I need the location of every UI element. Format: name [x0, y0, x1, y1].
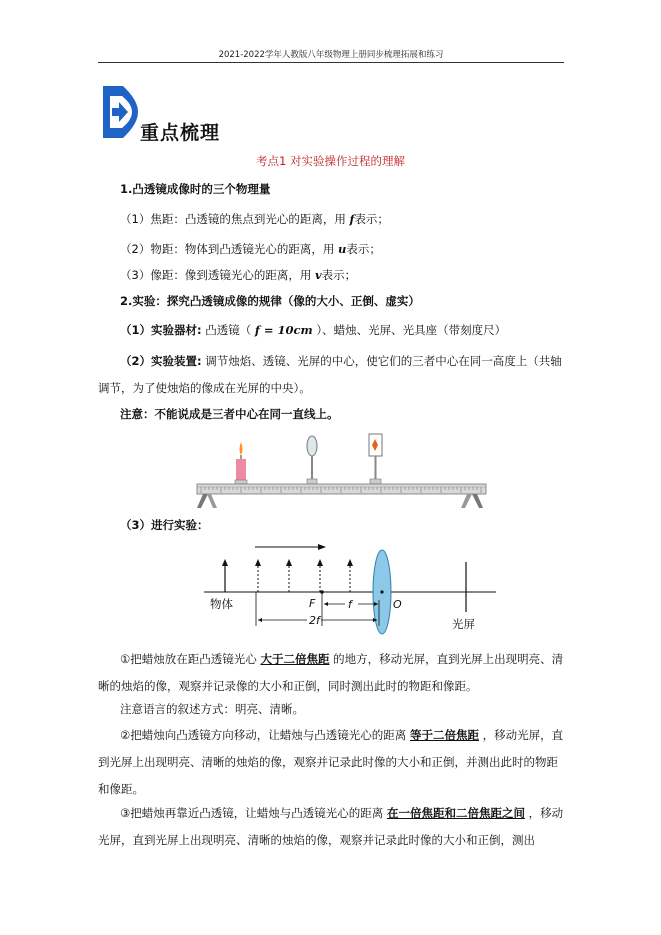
page-header: 2021-2022学年人教版八年级物理上册同步梳理拓展和练习	[218, 50, 444, 60]
topic-title: 考点1 对实验操作过程的理解	[256, 154, 405, 168]
section-title: 重点梳理	[140, 122, 221, 144]
step1-paragraph: ①把蜡烛放在距凸透镜光心 大于二倍焦距 的地方，移动光屏，直到光屏上出现明亮、清晰的烛焰的像，观察并记录像的大小和正倒，同时测出此时的物距和像距。	[98, 652, 564, 693]
header-divider	[98, 62, 564, 63]
step2-paragraph: ②把蜡烛向凸透镜方向移动，让蜡烛与凸透镜光心的距离 等于二倍焦距 ，移动光屏，直到光屏上出现明亮、清晰的烛焰的像，观察并记录此时像的大小和正倒，并测出此时的物距和像距。	[98, 728, 564, 796]
item-image-distance: （3）像距：像到透镜光心的距离，用 v表示；	[120, 268, 357, 282]
arrow-right-icon	[101, 86, 139, 138]
item-focal-length: （1）焦距：凸透镜的焦点到光心的距离，用 f表示；	[120, 212, 389, 226]
object-label: 物体	[210, 597, 233, 611]
item-object-distance: （2）物距：物体到凸透镜光心的距离，用 u表示；	[120, 242, 381, 256]
double-focal-label: 2f	[309, 614, 320, 627]
lens-diagram	[200, 540, 500, 640]
equipment-line: （1）实验器材: 凸透镜（ f = 10cm ）、蜡烛、光屏、光具座（带刻度尺）	[120, 323, 507, 337]
focal-point-label: F	[309, 597, 316, 610]
setup-note: 注意：不能说成是三者中心在同一直线上。	[120, 407, 339, 421]
screen-label: 光屏	[452, 617, 475, 631]
step3-paragraph: ③把蜡烛再靠近凸透镜，让蜡烛与凸透镜光心的距离 在一倍焦距和二倍焦距之间 ，移动光屏，直到光屏上出现明亮、清晰的烛焰的像，观察并记录此时像的大小和正倒，测出	[98, 806, 564, 847]
focal-distance-label: f	[348, 598, 352, 611]
optical-bench-illustration	[195, 428, 490, 512]
optical-center-label: O	[393, 598, 402, 611]
setup-paragraph: （2）实验装置: 调节烛焰、透镜、光屏的中心，使它们的三者中心在同一高度上（共轴调节，为了使烛焰的像成在光屏的中央）。	[98, 354, 562, 395]
procedure-label: （3）进行实验：	[120, 518, 209, 532]
part1-heading: 1.凸透镜成像时的三个物理量	[120, 182, 271, 196]
part2-heading: 2.实验：探究凸透镜成像的规律（像的大小、正倒、虚实）	[120, 294, 420, 308]
step-note: 注意语言的叙述方式：明亮、清晰。	[120, 702, 304, 716]
